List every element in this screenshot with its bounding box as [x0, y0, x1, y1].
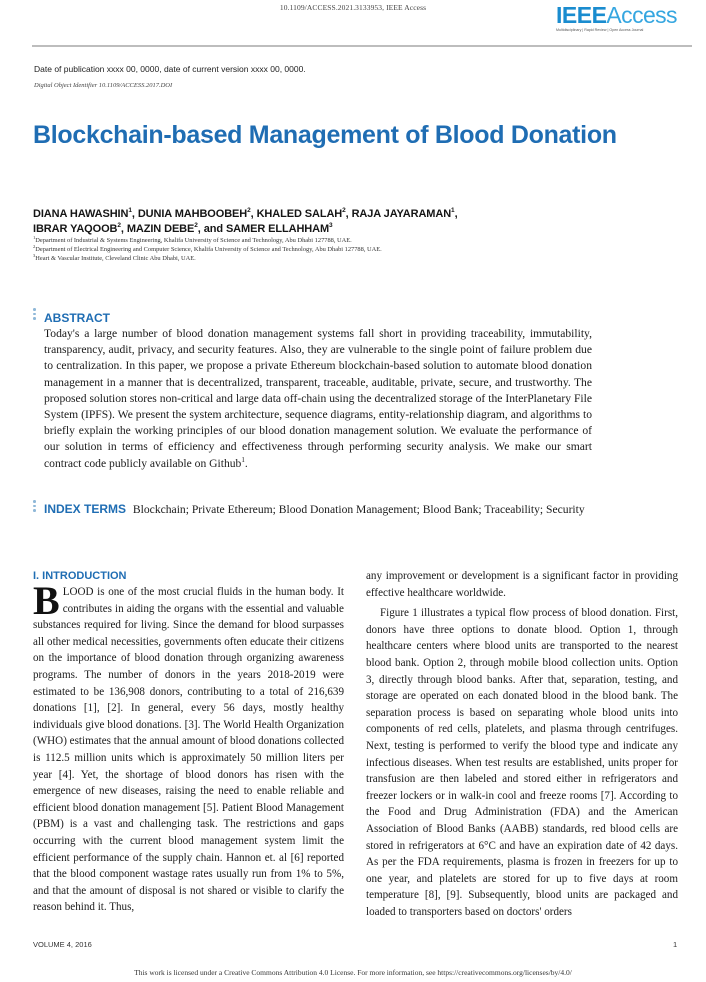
author-list: DIANA HAWASHIN$^1$, DUNIA MAHBOOBEH$^2$, KHALED SALAH$^2$, RAJA JAYARAMAN$^1$, IBRAR YAQOOB$^2$, MAZIN DEBE$^2$, and SAMER ELLAHHAM$^3$: [33, 207, 458, 235]
publication-date: Date of publication xxxx 00, 0000, date of current version xxxx 00, 0000.: [34, 64, 306, 74]
author-affiliation-mark: 2: [117, 222, 121, 229]
paper-title: Blockchain-based Management of Blood Donation: [33, 121, 617, 149]
author-affiliation-mark: 1: [451, 207, 455, 214]
author-name: KHALED SALAH: [256, 208, 343, 220]
author-affiliation-mark: 3: [329, 222, 333, 229]
logo-access: Access: [606, 2, 677, 28]
logo-wordmark: [556, 3, 686, 27]
introduction-heading: I. INTRODUCTION: [33, 570, 127, 582]
license-notice: This work is licensed under a Creative Commons Attribution 4.0 License. For more information, see https://creativecommons.org/licenses/by/4.0/: [134, 968, 572, 977]
author-name: DIANA HAWASHIN: [33, 208, 129, 220]
drop-cap: B: [33, 578, 60, 623]
abstract-dots-icon: [33, 308, 36, 322]
author-affiliation-mark: 2: [194, 222, 198, 229]
page-number: 1: [673, 940, 678, 949]
index-terms-text: Blockchain; Private Ethereum; Blood Donation Management; Blood Bank; Traceability; Security: [132, 503, 585, 516]
footer-volume: VOLUME 4, 2016: [33, 940, 92, 949]
affiliation-list: [33, 236, 673, 263]
abstract-text: [44, 326, 592, 472]
affiliation-item: [33, 236, 673, 245]
affiliation-item: [33, 254, 673, 263]
author-name: IBRAR YAQOOB: [33, 223, 118, 235]
affiliation-text: Department of Electrical Engineering and Computer Science, Khalifa University of Science and Technology, Abu Dhabi 127788, UAE.: [35, 246, 382, 253]
ieee-access-logo: [556, 3, 686, 32]
header-divider: [32, 45, 692, 47]
author-name: SAMER ELLAHHAM: [225, 223, 330, 235]
author-affiliation-mark: 1: [128, 207, 132, 214]
intro-paragraph-2: Figure 1 illustrates a typical flow process of blood donation. First, donors have three options to donate blood. Option 1, through healthcare centers where blood units are transported to the nearest blood bank. Option 2, through mobile blood collection units. Option 3, directly through blood banks. After that, separation, testing, and storage are operated on each donated blood in the blood bank. The separation process is based on separating whole blood units into components of red cells, platelets, and plasma through centrifuges. Next, testing is performed to verify the blood type and indicate any infectious diseases. When test results are established, units proper for transfusion are then labeled and stored either in refrigerators and freezer lockers or in walk-in cool and freeze rooms [7]. According to the Food and Drug Administration (FDA) and the American Association of Blood Banks (AABB) standards, red blood cells are stored in refrigerators at 6°C and have an expiration date of 42 days. As per the FDA requirements, plasma is frozen in freezers for up to one year, and platelets are stored for up to five days at room temperature [8], [9]. Subsequently, blood units are packaged and loaded to transporters based on doctors' orders: [366, 607, 678, 918]
left-column: [33, 568, 344, 916]
affiliation-number: 2: [33, 244, 36, 249]
intro-paragraph-1-continuation: any improvement or development is a significant factor in providing effective healthcare worldwide.: [366, 570, 678, 599]
affiliation-text: Heart & Vascular Institute, Cleveland Clinic Abu Dhabi, UAE.: [35, 255, 196, 262]
footnote-mark[interactable]: 1: [241, 455, 245, 464]
author-affiliation-mark: 2: [342, 207, 346, 214]
logo-tagline: Multidisciplinary | Rapid Review | Open Access Journal: [556, 28, 644, 32]
intro-paragraph-1: [33, 578, 344, 916]
header-doi-line: 10.1109/ACCESS.2021.3133953, IEEE Access: [279, 3, 427, 12]
author-name: RAJA JAYARAMAN: [351, 208, 452, 220]
right-column: [366, 568, 678, 920]
abstract-end: .: [244, 456, 248, 470]
index-terms: [44, 501, 592, 519]
author-conjunction: and: [203, 223, 223, 235]
author-name: MAZIN DEBE: [126, 223, 195, 235]
index-terms-dots-icon: [33, 500, 36, 514]
author-name: DUNIA MAHBOOBEH: [137, 208, 248, 220]
intro-paragraph-1-text: LOOD is one of the most crucial fluids in the human body. It contributes in aiding the organs with the essential and valuable substances required for living. Since the demand for blood surpasses all other medical necessities, governments often educate their citizens on the importance of blood donation through organizing awareness programs. The number of donors in the years 2018-2019 were estimated to be 136,908 donors, contributing to a total of 216,639 donations [1], [2]. In general, every 56 days, mostly healthy individuals give blood donations. [3]. The World Health Organization (WHO) estimates that the annual amount of blood donations collected is 112.5 million units which is approximately 50 million liters per year [4]. Yet, the shortage of blood donors has risen with the emergence of new diseases, raising the need to enable reliable and efficient blood donation management [5]. Patient Blood Management (PBM) is a vast and challenging task. The restrictions and gaps occurring with the current blood management system limit the efficient performance of the supply chain. Hannon et. al [6] reported that the blood component wastage rates usually run from 1% to 5%, and that the amount of disposal is not shared or visible to clarify the reason behind it. Thus,: [33, 586, 344, 914]
affiliation-number: 1: [33, 235, 36, 240]
affiliation-number: 3: [33, 253, 36, 258]
abstract-body: Today's a large number of blood donation management systems fall short in providing traceability, immutability, transparency, audit, privacy, and security features. Also, they are vulnerable to the single point of failure problem due to centralization. In this paper, we propose a private Ethereum blockchain-based solution to automate blood donation management in a manner that is decentralized, transparent, traceable, auditable, private, secure, and trustworthy. The proposed solution stores non-critical and large data off-chain using the decentralized storage of the InterPlanetary File System (IPFS). We present the system architecture, sequence diagrams, entity-relationship diagram, and algorithms to briefly explain the working principles of our blood donation management solution. We evaluate the performance of our solution in terms of efficiency and effectiveness through performing security analysis. We make our smart contract code publicly available on Github: [44, 327, 592, 470]
affiliation-item: [33, 245, 673, 254]
index-terms-heading: INDEX TERMS: [44, 502, 127, 516]
author-affiliation-mark: 2: [247, 207, 251, 214]
affiliation-text: Department of Industrial & Systems Engineering, Khalifa University of Science and Technology, Abu Dhabi 127788, UAE.: [35, 237, 352, 244]
abstract-heading: ABSTRACT: [44, 311, 110, 325]
logo-ieee: IEEE: [556, 2, 607, 28]
digital-object-identifier: Digital Object Identifier 10.1109/ACCESS.2017.DOI: [34, 82, 173, 89]
